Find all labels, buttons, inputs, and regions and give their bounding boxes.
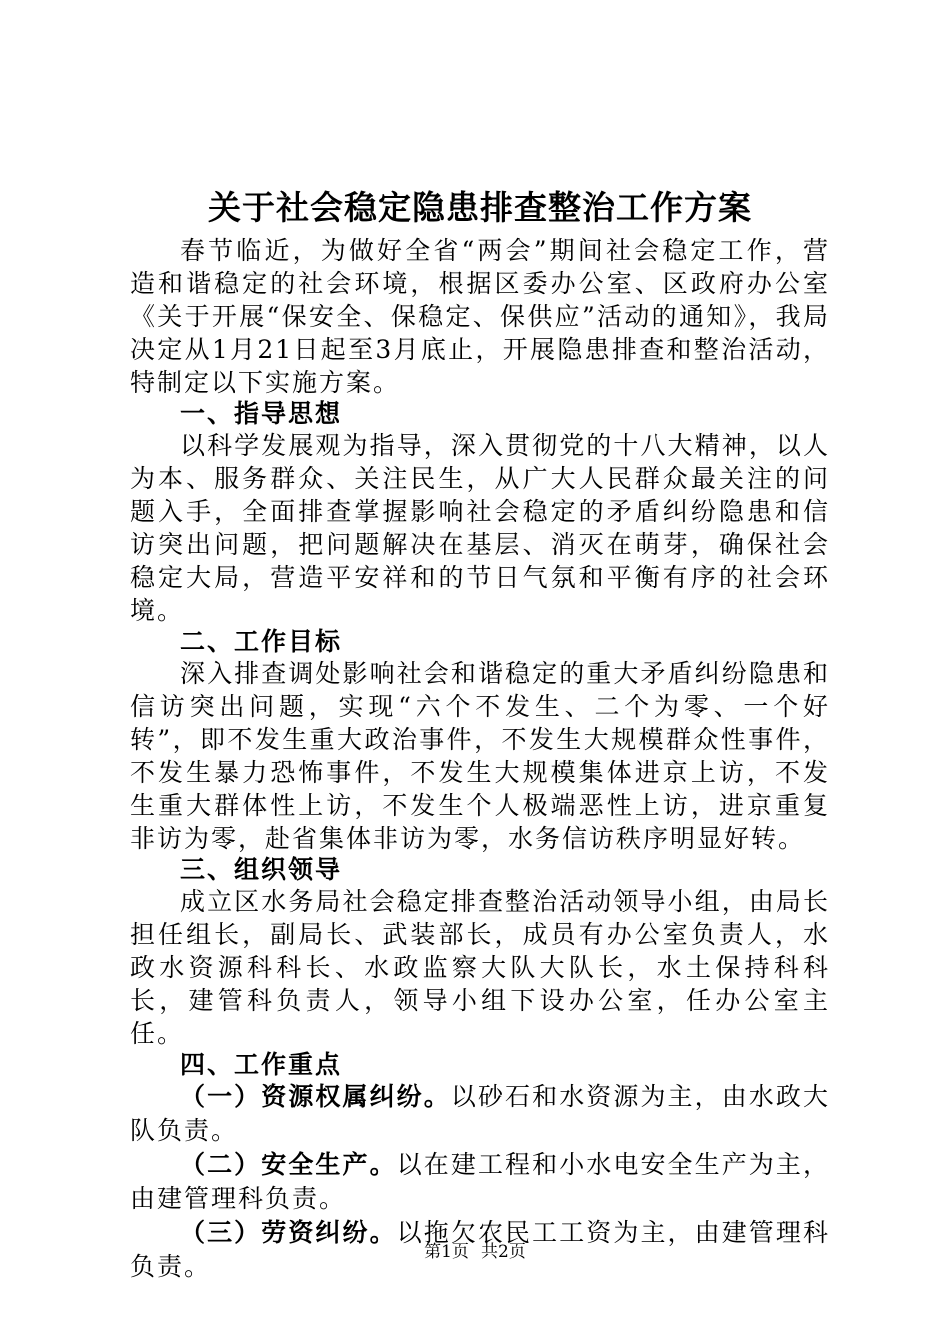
focus-item (130, 1080, 830, 1148)
focus-item-text: 以砂石和水资源为主，由水政大队负责。 (130, 1082, 830, 1145)
document-body (130, 234, 830, 1284)
page-number-total: 共2页 (481, 1242, 526, 1262)
page-number-current: 第1页 (424, 1242, 469, 1262)
focus-item-text: 以在建工程和小水电安全生产为主，由建管理科负责。 (130, 1150, 830, 1213)
section-heading-work-focus: 四、工作重点 (180, 1050, 343, 1079)
section-text-guiding-ideology: 以科学发展观为指导，深入贯彻党的十八大精神，以人为本、服务群众、关注民生，从广大人民群众最关注的问题入手，全面排查掌握影响社会稳定的矛盾纠纷隐患和信访突出问题，把问题解决在基层、消灭在萌芽，确保社会稳定大局，营造平安祥和的节日气氛和平衡有序的社会环境。 (130, 431, 830, 625)
focus-item-lead: （二）安全生产。 (180, 1150, 397, 1179)
focus-item-text: 以拖欠农民工工资为主，由建管理科负责。 (130, 1218, 830, 1281)
focus-item-lead: （三）劳资纠纷。 (180, 1218, 397, 1247)
focus-item (130, 1148, 830, 1216)
section-heading-work-goals: 二、工作目标 (180, 627, 343, 656)
document-title: 关于社会稳定隐患排查整治工作方案 (208, 188, 752, 227)
section-heading-organization: 三、组织领导 (180, 855, 343, 884)
section-text-work-goals: 深入排查调处影响社会和谐稳定的重大矛盾纠纷隐患和信访突出问题，实现“六个不发生、二个为零、一个好转”，即不发生重大政治事件，不发生大规模群众性事件，不发生暴力恐怖事件，不发生大规模集体进京上访，不发生重大群体性上访，不发生个人极端恶性上访，进京重复非访为零，赴省集体非访为零，水务信访秩序明显好转。 (130, 659, 830, 853)
focus-item-lead: （一）资源权属纠纷。 (180, 1082, 451, 1111)
section-text-organization: 成立区水务局社会稳定排查整治活动领导小组，由局长担任组长，副局长、武装部长，成员有办公室负责人，水政水资源科科长、水政监察大队大队长，水土保持科科长，建管科负责人，领导小组下设办公室，任办公室主任。 (130, 887, 830, 1048)
intro-paragraph: 春节临近，为做好全省“两会”期间社会稳定工作，营造和谐稳定的社会环境，根据区委办公室、区政府办公室《关于开展“保安全、保稳定、保供应”活动的通知》，我局决定从1月21日起至3月底止，开展隐患排查和整治活动，特制定以下实施方案。 (130, 236, 830, 397)
page-footer (0, 1240, 950, 1264)
section-heading-guiding-ideology: 一、指导思想 (180, 399, 343, 428)
